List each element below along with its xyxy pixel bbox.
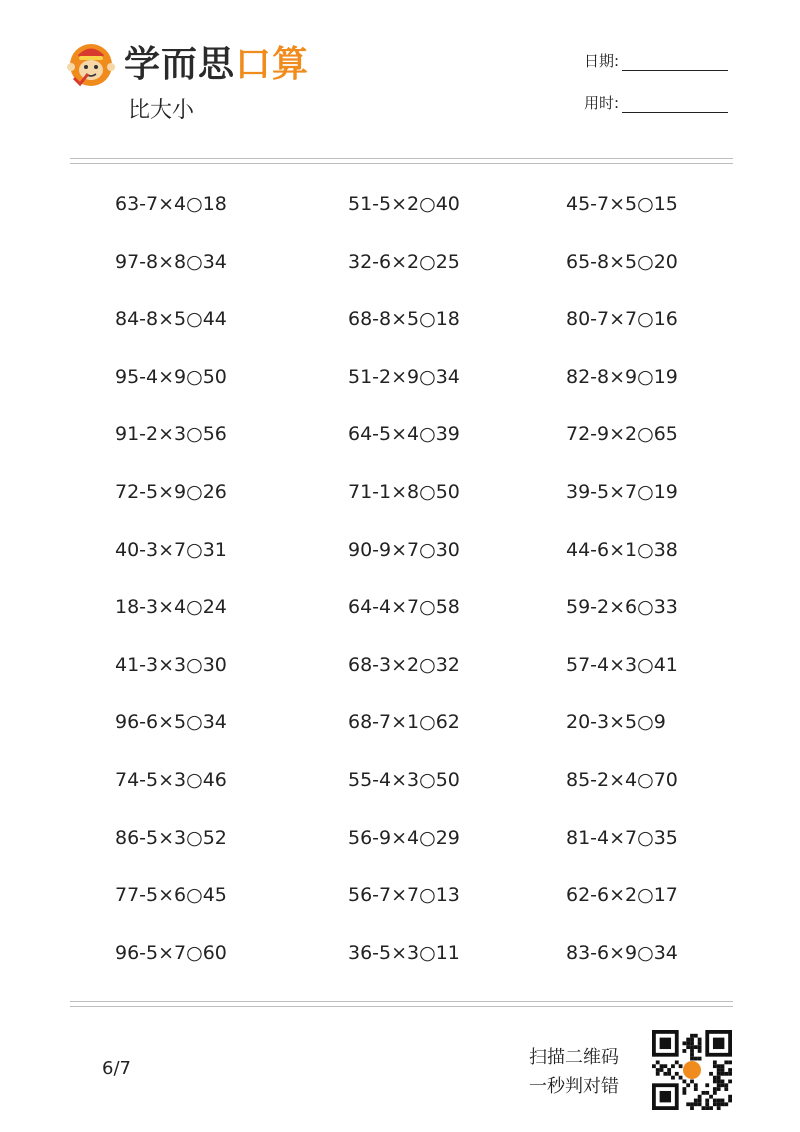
time-label: 用时: [584,94,620,112]
qr-code-icon [652,1030,732,1110]
comparison-problem: 51-2×9○34 [348,365,460,388]
time-field [584,92,728,113]
comparison-problem: 85-2×4○70 [566,768,678,791]
comparison-problem: 51-5×2○40 [348,193,460,215]
worksheet-header [0,0,800,150]
comparison-problem: 63-7×4○18 [115,193,227,215]
comparison-problem: 65-8×5○20 [566,250,678,273]
scan-instructions [529,1043,619,1101]
worksheet-title: 比大小 [128,98,195,123]
comparison-problem: 68-7×1○62 [348,711,460,734]
comparison-problem: 81-4×7○35 [566,826,678,849]
comparison-problem: 71-1×8○50 [348,480,460,503]
comparison-problem: 90-9×7○30 [348,538,460,561]
problem-row [0,416,800,474]
header-divider [70,158,733,159]
brand-product: 口算 [235,44,310,85]
scan-line-2: 一秒判对错 [529,1076,619,1097]
scan-line-1: 扫描二维码 [529,1047,619,1068]
problem-row [0,474,800,532]
comparison-problem: 72-5×9○26 [115,480,227,503]
comparison-problem: 83-6×9○34 [566,941,678,964]
comparison-problem: 56-9×4○29 [348,826,460,849]
comparison-problem: 56-7×7○13 [348,884,460,907]
comparison-problem: 39-5×7○19 [566,480,678,503]
date-label: 日期: [584,52,620,70]
problem-row [0,647,800,705]
problem-row [0,532,800,590]
problem-row [0,935,800,993]
comparison-problem: 59-2×6○33 [566,596,678,619]
brand-title [124,36,309,87]
footer-divider [70,1001,733,1002]
comparison-problem: 55-4×3○50 [348,768,460,791]
comparison-problem: 84-8×5○44 [115,308,227,331]
problem-row [0,704,800,762]
comparison-problem: 68-3×2○32 [348,653,460,676]
brand-name: 学而思 [124,44,236,85]
problem-row [0,301,800,359]
comparison-problem: 36-5×3○11 [348,941,460,964]
header-divider-inner [70,163,733,164]
problem-grid [0,186,800,992]
monkey-mascot-icon [66,38,116,88]
comparison-problem: 45-7×5○15 [566,193,678,215]
comparison-problem: 18-3×4○24 [115,596,227,619]
comparison-problem: 91-2×3○56 [115,423,227,446]
problem-row [0,877,800,935]
problem-row [0,186,800,244]
comparison-problem: 32-6×2○25 [348,250,460,273]
comparison-problem: 95-4×9○50 [115,365,227,388]
comparison-problem: 80-7×7○16 [566,308,678,331]
date-field [584,50,728,71]
comparison-problem: 40-3×7○31 [115,538,227,561]
comparison-problem: 64-5×4○39 [348,423,460,446]
comparison-problem: 97-8×8○34 [115,250,227,273]
problem-row [0,762,800,820]
comparison-problem: 57-4×3○41 [566,653,678,676]
page-number: 6/7 [102,1058,131,1079]
comparison-problem: 77-5×6○45 [115,884,227,907]
problem-row [0,589,800,647]
problem-row [0,244,800,302]
comparison-problem: 72-9×2○65 [566,423,678,446]
comparison-problem: 44-6×1○38 [566,538,678,561]
footer-divider-inner [70,1006,733,1007]
problem-row [0,820,800,878]
comparison-problem: 41-3×3○30 [115,653,227,676]
comparison-problem: 86-5×3○52 [115,826,227,849]
comparison-problem: 68-8×5○18 [348,308,460,331]
comparison-problem: 96-5×7○60 [115,941,227,964]
comparison-problem: 64-4×7○58 [348,596,460,619]
problem-row [0,359,800,417]
date-blank [622,55,728,71]
comparison-problem: 62-6×2○17 [566,884,678,907]
comparison-problem: 74-5×3○46 [115,768,227,791]
comparison-problem: 82-8×9○19 [566,365,678,388]
comparison-problem: 96-6×5○34 [115,711,227,734]
time-blank [622,97,728,113]
comparison-problem: 20-3×5○9 [566,711,666,734]
